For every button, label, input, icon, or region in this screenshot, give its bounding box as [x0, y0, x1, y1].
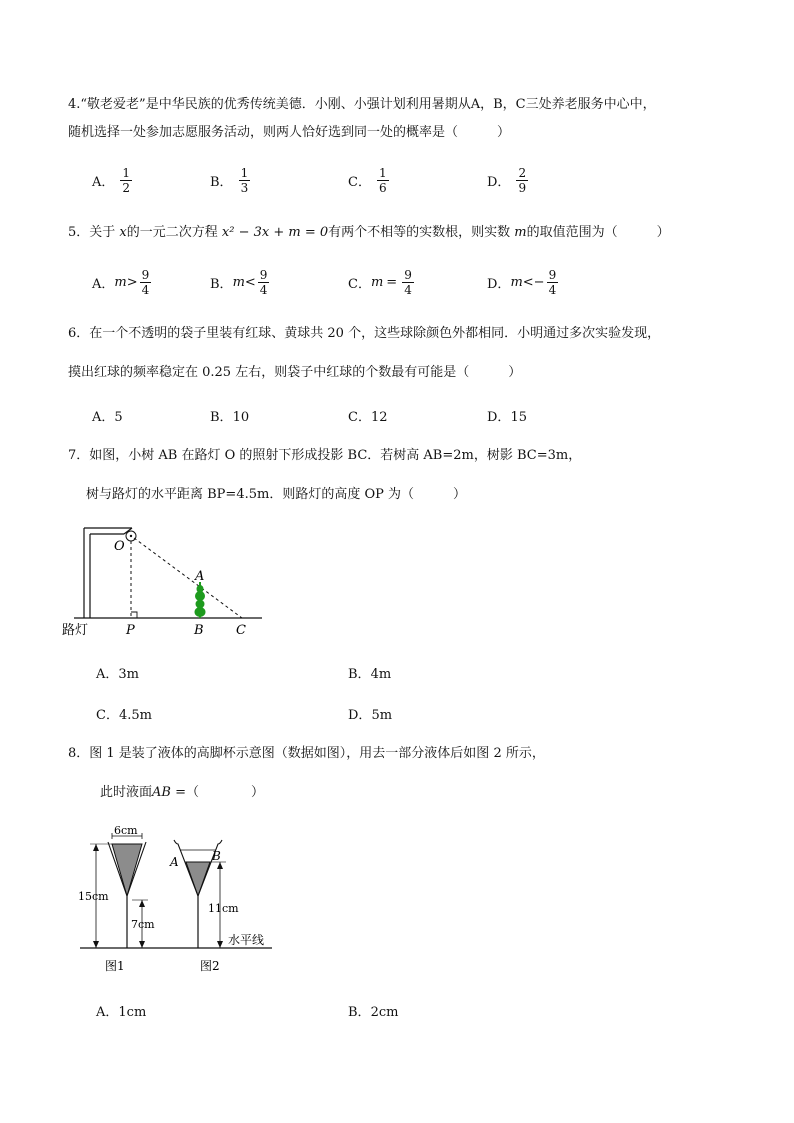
- label-6cm: 6cm: [114, 824, 138, 837]
- option-fraction: $\frac{1}{2}$: [122, 166, 131, 195]
- q5-equation: x² − 3x + m = 0: [221, 225, 329, 240]
- option-fraction: $\frac{2}{9}$: [518, 166, 527, 195]
- tree-icon: [195, 582, 206, 618]
- q7-option-d[interactable]: D．5m: [348, 708, 393, 723]
- light-ray: [134, 538, 242, 618]
- option-label: A．: [92, 175, 115, 190]
- label-b: B: [194, 623, 204, 638]
- q8-stem-line1: 8．图 1 是装了液体的高脚杯示意图（数据如图），用去一部分液体后如图 2 所示，: [68, 746, 545, 761]
- q6-stem-line2: 摸出红球的频率稳定在 0.25 左右，则袋子中红球的个数最有可能是（ ）: [68, 365, 522, 380]
- q6-option-b[interactable]: B．10: [210, 410, 250, 425]
- q5-stem: 5．关于 x的一元二次方程 x² − 3x + m = 0有两个不相等的实数根，则实数 m的取值范围为（ ）: [68, 225, 670, 240]
- right-angle-mark: [131, 612, 137, 618]
- label-a: A: [195, 569, 205, 584]
- q4-option-c[interactable]: [348, 166, 389, 195]
- label-7cm: 7cm: [131, 918, 155, 931]
- label-fig2: 图2: [200, 959, 220, 973]
- q8-stem-line2: 此时液面AB =（ ）: [100, 785, 264, 800]
- label-11cm: 11cm: [208, 902, 239, 915]
- goblet-1: [108, 842, 146, 948]
- q7-option-b[interactable]: B．4m: [348, 667, 392, 682]
- label-o: O: [114, 539, 125, 554]
- q6-option-d[interactable]: D．15: [487, 410, 527, 425]
- q8-option-b[interactable]: B．2cm: [348, 1005, 399, 1020]
- q8-option-a[interactable]: A．1cm: [96, 1005, 147, 1020]
- q4-option-b[interactable]: [210, 166, 250, 195]
- q7-stem-line2: 树与路灯的水平距离 BP=4.5m．则路灯的高度 OP 为（ ）: [86, 487, 466, 502]
- option-label: C．: [348, 175, 371, 190]
- q5-option-a[interactable]: A． m > $\frac{9}{4}$: [92, 268, 150, 297]
- q7-option-a[interactable]: A．3m: [96, 667, 139, 682]
- q4-option-d[interactable]: [487, 166, 528, 195]
- label-lamp: 路灯: [62, 623, 89, 638]
- q6-stem-line1: 6．在一个不透明的袋子里装有红球、黄球共 20 个，这些球除颜色外都相同．小明通过多次实验发现，: [68, 326, 661, 341]
- q5-option-d[interactable]: D． m < − $\frac{9}{4}$: [487, 268, 557, 297]
- q4-stem-line1: 4.“敬老爱老”是中华民族的优秀传统美德．小刚、小强计划利用暑期从A，B，C三处养老服务中心中，: [68, 97, 656, 112]
- label-fig1: 图1: [105, 959, 125, 973]
- label-15cm: 15cm: [78, 890, 109, 903]
- q6-option-c[interactable]: C．12: [348, 410, 388, 425]
- option-label: D．: [487, 175, 511, 190]
- label-b: B: [212, 849, 221, 863]
- q5-option-c[interactable]: C． m = $\frac{9}{4}$: [348, 268, 412, 297]
- q6-option-a[interactable]: A．5: [92, 410, 123, 425]
- label-p: P: [126, 623, 135, 638]
- q4-stem-line2: 随机选择一处参加志愿服务活动，则两人恰好选到同一处的概率是（ ）: [68, 125, 511, 140]
- q7-option-c[interactable]: C．4.5m: [96, 708, 152, 723]
- option-fraction: $\frac{1}{3}$: [240, 166, 249, 195]
- q4-option-a[interactable]: [92, 166, 132, 195]
- label-a: A: [170, 855, 179, 869]
- option-label: B．: [210, 175, 233, 190]
- q5-option-b[interactable]: B． m < $\frac{9}{4}$: [210, 268, 268, 297]
- option-fraction: $\frac{1}{6}$: [378, 166, 387, 195]
- label-c: C: [236, 623, 246, 638]
- q7-stem-line1: 7．如图，小树 AB 在路灯 O 的照射下形成投影 BC．若树高 AB=2m，树影 BC=3m，: [68, 448, 582, 463]
- label-horizon: 水平线: [228, 933, 265, 947]
- q7-streetlamp-figure: [60, 520, 280, 642]
- q8-goblet-figure: [76, 824, 286, 976]
